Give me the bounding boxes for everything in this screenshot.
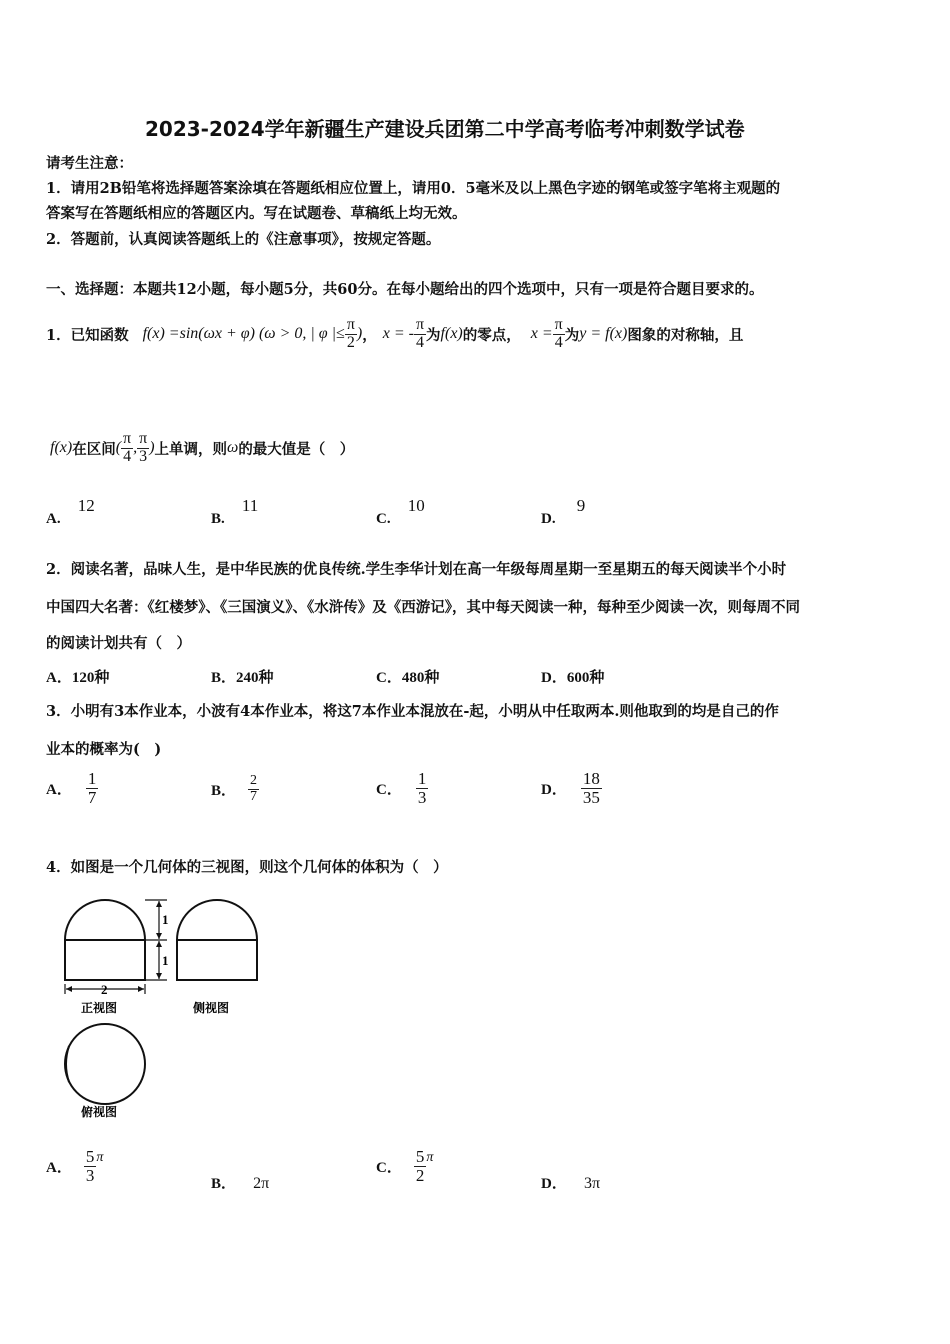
q3-d-num: 18 xyxy=(582,769,600,788)
q4-option-a-pi: π xyxy=(96,1150,104,1166)
q1-fraction-neg-pi-over-4 xyxy=(414,317,426,352)
q4-c-num: 5 xyxy=(415,1147,425,1166)
q1-frac-num-4: π xyxy=(123,429,132,447)
q4-option-d[interactable] xyxy=(541,1172,600,1193)
q3-b-den: 7 xyxy=(250,788,258,804)
q4-a-den: 3 xyxy=(85,1165,95,1185)
q2-line-3: 的阅读计划共有（ ） xyxy=(46,635,191,652)
front-view-label: 正视图 xyxy=(81,1001,118,1015)
q1-function: f(x) =sin(ωx + φ) (ω > 0, | φ |≤ xyxy=(142,325,345,342)
q1-is: 为 xyxy=(426,326,441,344)
q1-y-eq-fx: y = f(x) xyxy=(579,325,628,342)
top-view-circle xyxy=(65,1024,145,1104)
q4-option-c[interactable] xyxy=(376,1148,433,1185)
q1-frac-den-4: 4 xyxy=(121,448,133,466)
q4-option-b[interactable] xyxy=(211,1172,269,1193)
notice-item-2: 2．答题前，认真阅读答题纸上的《注意事项》，按规定答题。 xyxy=(46,231,441,248)
q3-line-1: 3．小明有3本作业本，小波有4本作业本，将这7本作业本混放在-起，小明从中任取两本.则他取到的均是自己的作 xyxy=(46,703,779,720)
q2-option-d-label: D． xyxy=(541,670,567,686)
q4-option-a[interactable] xyxy=(46,1148,103,1185)
notice-item-1-line-1: 1．请用2B铅笔将选择题答案涂填在答题纸相应位置上，请用0．5毫米及以上黑色字迹的钢笔或签字笔将主观题的 xyxy=(46,180,781,197)
notice-item-1-line-2: 答案写在答题纸相应的答题区内。写在试题卷、草稿纸上均无效。 xyxy=(46,205,467,222)
q1-frac-num-2: π xyxy=(415,315,425,333)
q2-option-c-value: 480种 xyxy=(401,670,440,686)
q1-fraction-pi-over-4 xyxy=(553,317,565,352)
q4-a-num: 5 xyxy=(85,1147,95,1166)
q3-c-den: 3 xyxy=(417,787,427,807)
q2-option-b[interactable] xyxy=(211,666,274,687)
q1-option-b-label: B. xyxy=(211,511,225,527)
q3-b-num: 2 xyxy=(250,773,258,788)
q3-option-d-fraction xyxy=(581,770,602,807)
q1-line-2 xyxy=(50,420,354,476)
q3-a-den: 7 xyxy=(87,787,97,807)
q4-c-den: 2 xyxy=(415,1165,425,1185)
q4-option-c-pi: π xyxy=(426,1150,434,1166)
front-view-drawing xyxy=(65,900,145,980)
q4-option-d-label: D． xyxy=(541,1176,567,1192)
q1-comma: ， xyxy=(362,326,377,344)
q2-option-b-value: 240种 xyxy=(236,670,274,686)
q4-option-d-value: 3π xyxy=(583,1175,601,1192)
notice-heading: 请考生注意： xyxy=(46,155,133,172)
q1-close-paren: ) xyxy=(356,325,363,342)
q3-option-c-fraction xyxy=(416,770,429,807)
q4-option-a-label: A． xyxy=(46,1159,72,1176)
q1-max-value: 的最大值是（ ） xyxy=(238,440,355,458)
q1-frac-den-3: 4 xyxy=(553,334,565,352)
dim-label-1b: 1 xyxy=(162,953,169,968)
dim-label-1a: 1 xyxy=(162,912,169,927)
q1-fx: f(x) xyxy=(440,325,463,342)
q1-rparen: ) xyxy=(149,439,155,456)
q1-number: 1．已知函数 xyxy=(46,326,129,344)
q1-monotonic: 上单调，则 xyxy=(154,440,228,458)
q2-option-a-value: 120种 xyxy=(71,670,110,686)
q1-option-b[interactable] xyxy=(211,496,259,527)
q3-option-d-label: D． xyxy=(541,781,567,798)
q1-axis-text: 图象的对称轴，且 xyxy=(627,326,744,344)
q3-d-den: 35 xyxy=(582,787,600,807)
q1-frac-num-5: π xyxy=(139,429,148,447)
side-view-label: 侧视图 xyxy=(193,1001,230,1015)
q4-text: 4．如图是一个几何体的三视图，则这个几何体的体积为（ ） xyxy=(46,859,448,876)
q1-fx-2: f(x) xyxy=(50,439,73,456)
q1-zero-point: 的零点， xyxy=(462,326,521,344)
q3-option-b[interactable] xyxy=(211,774,259,804)
q3-option-a-label: A． xyxy=(46,781,72,798)
q3-c-num: 1 xyxy=(417,769,427,788)
q1-option-d-label: D. xyxy=(541,511,556,527)
q1-is-2: 为 xyxy=(564,326,580,344)
q1-line-1 xyxy=(46,306,743,362)
q1-omega: ω xyxy=(227,439,239,456)
q1-x-eq: x = xyxy=(530,325,553,342)
q3-option-a[interactable] xyxy=(46,770,98,807)
q1-fraction-pi-over-2 xyxy=(345,317,357,352)
q2-line-1: 2．阅读名著，品味人生，是中华民族的优良传统.学生李华计划在高一年级每周星期一至星期五的每天阅读半个小时 xyxy=(46,561,787,578)
q2-option-c-label: C． xyxy=(376,670,402,686)
q3-option-c-label: C． xyxy=(376,781,402,798)
side-view-body xyxy=(177,940,257,980)
q2-option-d-value: 600种 xyxy=(566,670,605,686)
q1-option-d[interactable] xyxy=(541,496,586,527)
q1-frac-den-5: 3 xyxy=(137,448,149,466)
dim-label-2: 2 xyxy=(101,982,108,997)
q4-option-a-fraction xyxy=(84,1148,97,1185)
q1-x-neg: x = - xyxy=(382,325,414,342)
q1-option-c-label: C. xyxy=(376,511,391,527)
q3-option-c[interactable] xyxy=(376,770,428,807)
q1-fraction-interval-right xyxy=(137,431,149,466)
q1-frac-num-3: π xyxy=(554,315,563,333)
q3-a-num: 1 xyxy=(87,769,97,788)
q1-sep: , xyxy=(133,439,138,456)
q1-option-c-value: 10 xyxy=(407,496,425,515)
front-view-arrows xyxy=(66,901,162,992)
q1-frac-num: π xyxy=(346,315,355,333)
q3-option-d[interactable] xyxy=(541,770,602,807)
q1-fraction-interval-left xyxy=(121,431,133,466)
q2-option-c[interactable] xyxy=(376,666,439,687)
page-title: 2023-2024学年新疆生产建设兵团第二中学高考临考冲刺数学试卷 xyxy=(145,117,745,141)
q4-option-c-label: C． xyxy=(376,1159,402,1176)
q2-line-2: 中国四大名著：《红楼梦》、《三国演义》、《水浒传》及《西游记》，其中每天阅读一种，每种至少阅读一次，则每周不同 xyxy=(46,599,800,616)
q1-interval: 在区间 xyxy=(72,440,116,458)
q2-option-a-label: A． xyxy=(46,670,72,686)
three-view-figure xyxy=(55,894,265,1128)
q1-frac-den-2: 4 xyxy=(414,334,426,352)
q1-option-c[interactable] xyxy=(376,496,425,527)
q1-frac-den: 2 xyxy=(345,334,357,352)
q1-option-a[interactable] xyxy=(46,496,95,527)
top-view-label: 俯视图 xyxy=(81,1105,118,1119)
q1-option-a-value: 12 xyxy=(77,496,95,515)
q3-line-2: 业本的概率为( ) xyxy=(46,741,162,758)
q2-option-a[interactable] xyxy=(46,666,109,687)
q4-option-c-fraction xyxy=(414,1148,427,1185)
front-view-body xyxy=(65,940,145,980)
q1-option-a-label: A. xyxy=(46,511,61,527)
q2-option-b-label: B． xyxy=(211,670,237,686)
q3-option-b-label: B． xyxy=(211,782,237,799)
q1-lparen: ( xyxy=(115,439,122,456)
q3-option-a-fraction xyxy=(86,770,99,807)
side-view-drawing xyxy=(177,900,257,980)
side-view-dome xyxy=(177,900,257,940)
q4-option-b-label: B． xyxy=(211,1176,237,1192)
q1-option-b-value: 11 xyxy=(241,496,259,515)
q2-option-d[interactable] xyxy=(541,666,604,687)
q4-option-b-value: 2π xyxy=(253,1175,270,1192)
q1-option-d-value: 9 xyxy=(576,496,586,515)
top-view-edge xyxy=(66,1046,69,1082)
front-view-dome xyxy=(65,900,145,940)
q3-option-b-fraction xyxy=(248,774,259,804)
section-heading: 一、选择题：本题共12小题，每小题5分，共60分。在每小题给出的四个选项中，只有一项是符合题目要求的。 xyxy=(46,281,764,298)
